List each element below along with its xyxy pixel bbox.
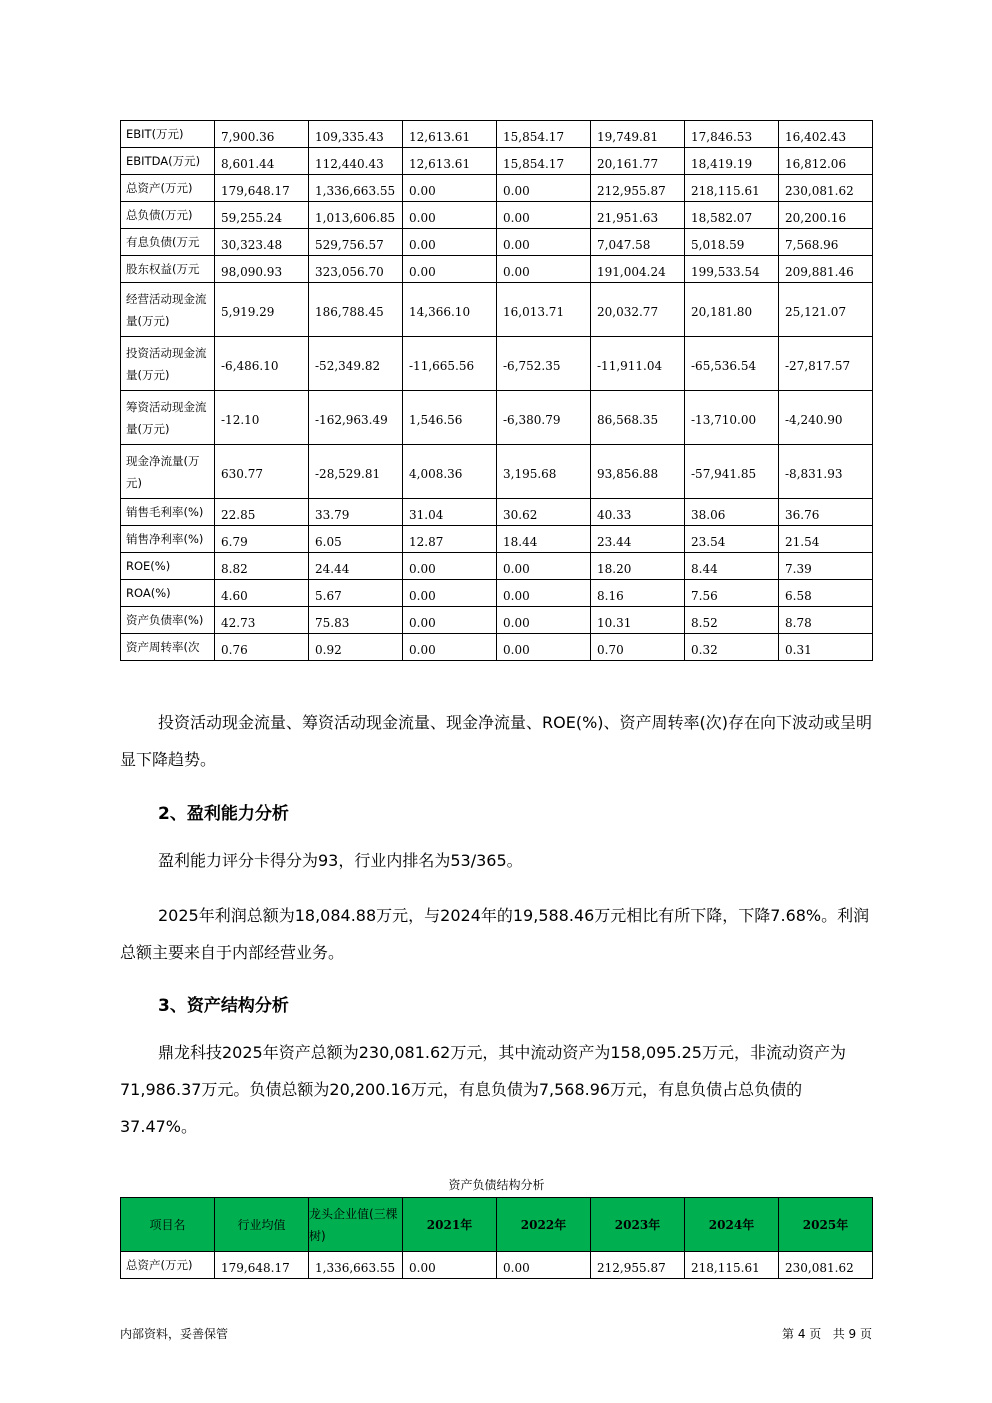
table-cell: 0.00 [403,580,497,607]
table-cell: -6,380.79 [497,391,591,445]
table-cell: 0.00 [497,634,591,661]
table-cell: -13,710.00 [685,391,779,445]
row-label: ROA(%) [121,580,215,607]
table-row [121,391,873,445]
table-cell: 0.76 [215,634,309,661]
table-row [121,175,873,202]
table-cell: 25,121.07 [779,283,873,337]
table-cell: -57,941.85 [685,445,779,499]
table-row [121,121,873,148]
table-row [121,553,873,580]
table-cell: 0.00 [497,580,591,607]
table-cell: 33.79 [309,499,403,526]
table-cell: 15,854.17 [497,121,591,148]
table-cell: 0.00 [403,1252,497,1279]
table-cell: 30.62 [497,499,591,526]
table-cell: 31.04 [403,499,497,526]
table-cell: 0.00 [497,607,591,634]
table-row [121,526,873,553]
table-cell: 75.83 [309,607,403,634]
column-header: 龙头企业值(三棵树) [309,1198,403,1252]
column-header: 行业均值 [215,1198,309,1252]
table-cell: 0.00 [497,256,591,283]
table-cell: 209,881.46 [779,256,873,283]
table-cell: 8,601.44 [215,148,309,175]
table-cell: 22.85 [215,499,309,526]
table-row [121,499,873,526]
table-cell: -12.10 [215,391,309,445]
row-label: 现金净流量(万元) [121,445,215,499]
table-cell: 218,115.61 [685,175,779,202]
column-header: 2022年 [497,1198,591,1252]
table-cell: 7.56 [685,580,779,607]
table-cell: 23.44 [591,526,685,553]
table-cell: 7,900.36 [215,121,309,148]
table-cell: 0.00 [403,256,497,283]
table-row [121,229,873,256]
table-cell: 38.06 [685,499,779,526]
table-cell: 15,854.17 [497,148,591,175]
row-label: 股东权益(万元 [121,256,215,283]
table-cell: -6,486.10 [215,337,309,391]
table-cell: 179,648.17 [215,1252,309,1279]
table-cell: 12.87 [403,526,497,553]
table-cell: 5,018.59 [685,229,779,256]
table-cell: 19,749.81 [591,121,685,148]
table-cell: 212,955.87 [591,1252,685,1279]
table-cell: 0.00 [403,202,497,229]
table-cell: 12,613.61 [403,121,497,148]
table-cell: -11,665.56 [403,337,497,391]
column-header: 2023年 [591,1198,685,1252]
table-cell: 18.20 [591,553,685,580]
column-header: 2021年 [403,1198,497,1252]
table-cell: 0.00 [403,634,497,661]
table-cell: 230,081.62 [779,175,873,202]
table-cell: -6,752.35 [497,337,591,391]
row-label: EBITDA(万元) [121,148,215,175]
table-row [121,580,873,607]
table-cell: 191,004.24 [591,256,685,283]
table-cell: 86,568.35 [591,391,685,445]
table-row [121,1252,873,1279]
table-caption: 资产负债结构分析 [448,1178,545,1192]
section-heading-profitability: 2、盈利能力分析 [158,804,289,824]
asset-structure-paragraph: 鼎龙科技2025年资产总额为230,081.62万元，其中流动资产为158,095.25万元，非流动资产为71,986.37万元。负债总额为20,200.16万元，有息负债为7,568.96万元，有息负债占总负债的37.47%。 [120,1043,846,1136]
table-cell: 10.31 [591,607,685,634]
table-cell: 230,081.62 [779,1252,873,1279]
row-label: 销售净利率(%) [121,526,215,553]
table-cell: 0.92 [309,634,403,661]
table-cell: 0.00 [497,1252,591,1279]
table-cell: 0.00 [403,229,497,256]
table-cell: -65,536.54 [685,337,779,391]
table-row [121,607,873,634]
row-label: EBIT(万元) [121,121,215,148]
table-cell: 1,013,606.85 [309,202,403,229]
table-cell: 323,056.70 [309,256,403,283]
table-cell: 8.78 [779,607,873,634]
table-cell: 630.77 [215,445,309,499]
row-label: 资产负债率(%) [121,607,215,634]
row-label: 总资产(万元) [121,1252,215,1279]
table-cell: 0.31 [779,634,873,661]
table-cell: 186,788.45 [309,283,403,337]
table-cell: 0.00 [497,175,591,202]
table-cell: 14,366.10 [403,283,497,337]
table-cell: 109,335.43 [309,121,403,148]
table-cell: -8,831.93 [779,445,873,499]
table-cell: 0.00 [497,229,591,256]
table-cell: 5,919.29 [215,283,309,337]
table-row [121,445,873,499]
table-cell: 218,115.61 [685,1252,779,1279]
profit-total-paragraph: 2025年利润总额为18,084.88万元，与2024年的19,588.46万元相比有所下降，下降7.68%。利润总额主要来自于内部经营业务。 [120,906,870,962]
profitability-score-paragraph: 盈利能力评分卡得分为93，行业内排名为53/365。 [158,851,523,870]
table-cell: -4,240.90 [779,391,873,445]
row-label: 总负债(万元) [121,202,215,229]
table-cell: 8.52 [685,607,779,634]
table-cell: 17,846.53 [685,121,779,148]
section-heading-asset-structure: 3、资产结构分析 [158,996,289,1016]
row-label: 有息负债(万元 [121,229,215,256]
table-cell: 4,008.36 [403,445,497,499]
table-cell: 1,336,663.55 [309,1252,403,1279]
table-row [121,202,873,229]
row-label: 销售毛利率(%) [121,499,215,526]
table-row [121,283,873,337]
trend-paragraph: 投资活动现金流量、筹资活动现金流量、现金净流量、ROE(%)、资产周转率(次)存在向下波动或呈明显下降趋势。 [120,713,872,769]
column-header: 2025年 [779,1198,873,1252]
table-cell: 0.70 [591,634,685,661]
table-cell: 40.33 [591,499,685,526]
table-cell: 30,323.48 [215,229,309,256]
row-label: 投资活动现金流量(万元) [121,337,215,391]
table-cell: 20,032.77 [591,283,685,337]
table-cell: 5.67 [309,580,403,607]
table-row [121,634,873,661]
table-cell: 24.44 [309,553,403,580]
table-cell: 16,013.71 [497,283,591,337]
table-cell: -28,529.81 [309,445,403,499]
table-cell: 20,181.80 [685,283,779,337]
financial-indicator-table [120,120,873,661]
table-cell: 7,568.96 [779,229,873,256]
table-row [121,337,873,391]
table-cell: -11,911.04 [591,337,685,391]
row-label: 筹资活动现金流量(万元) [121,391,215,445]
table-cell: 6.58 [779,580,873,607]
table-cell: 59,255.24 [215,202,309,229]
table-cell: 4.60 [215,580,309,607]
table-row [121,256,873,283]
table-cell: 529,756.57 [309,229,403,256]
table-cell: 18,582.07 [685,202,779,229]
table-cell: 3,195.68 [497,445,591,499]
table-cell: 6.79 [215,526,309,553]
balance-sheet-structure-table [120,1197,873,1279]
footer-page-number: 第 4 页 共 9 页 [782,1327,872,1341]
column-header: 项目名 [121,1198,215,1252]
table-cell: 20,200.16 [779,202,873,229]
table-cell: 8.16 [591,580,685,607]
table-cell: 16,812.06 [779,148,873,175]
table-cell: 21.54 [779,526,873,553]
table-cell: 7.39 [779,553,873,580]
table-cell: 1,546.56 [403,391,497,445]
table-cell: 0.00 [403,175,497,202]
table-cell: 20,161.77 [591,148,685,175]
table-cell: 0.00 [403,553,497,580]
footer-confidential-note: 内部资料，妥善保管 [120,1327,229,1341]
table-cell: 0.00 [403,607,497,634]
table-cell: 8.44 [685,553,779,580]
table-cell: 98,090.93 [215,256,309,283]
table-cell: -27,817.57 [779,337,873,391]
table-cell: 93,856.88 [591,445,685,499]
table-cell: 7,047.58 [591,229,685,256]
table-cell: 179,648.17 [215,175,309,202]
table-cell: 112,440.43 [309,148,403,175]
table-cell: 42.73 [215,607,309,634]
table-cell: 21,951.63 [591,202,685,229]
table-cell: 199,533.54 [685,256,779,283]
table-cell: 0.32 [685,634,779,661]
table-cell: 18.44 [497,526,591,553]
row-label: ROE(%) [121,553,215,580]
table-cell: 12,613.61 [403,148,497,175]
row-label: 资产周转率(次 [121,634,215,661]
table-cell: 6.05 [309,526,403,553]
table-cell: 18,419.19 [685,148,779,175]
row-label: 经营活动现金流量(万元) [121,283,215,337]
table-cell: 8.82 [215,553,309,580]
table-cell: 16,402.43 [779,121,873,148]
table-cell: -162,963.49 [309,391,403,445]
table-row [121,148,873,175]
table-cell: 23.54 [685,526,779,553]
row-label: 总资产(万元) [121,175,215,202]
table-cell: 212,955.87 [591,175,685,202]
table-cell: 0.00 [497,202,591,229]
table-cell: 0.00 [497,553,591,580]
table-cell: 36.76 [779,499,873,526]
table-cell: -52,349.82 [309,337,403,391]
column-header: 2024年 [685,1198,779,1252]
table-cell: 1,336,663.55 [309,175,403,202]
